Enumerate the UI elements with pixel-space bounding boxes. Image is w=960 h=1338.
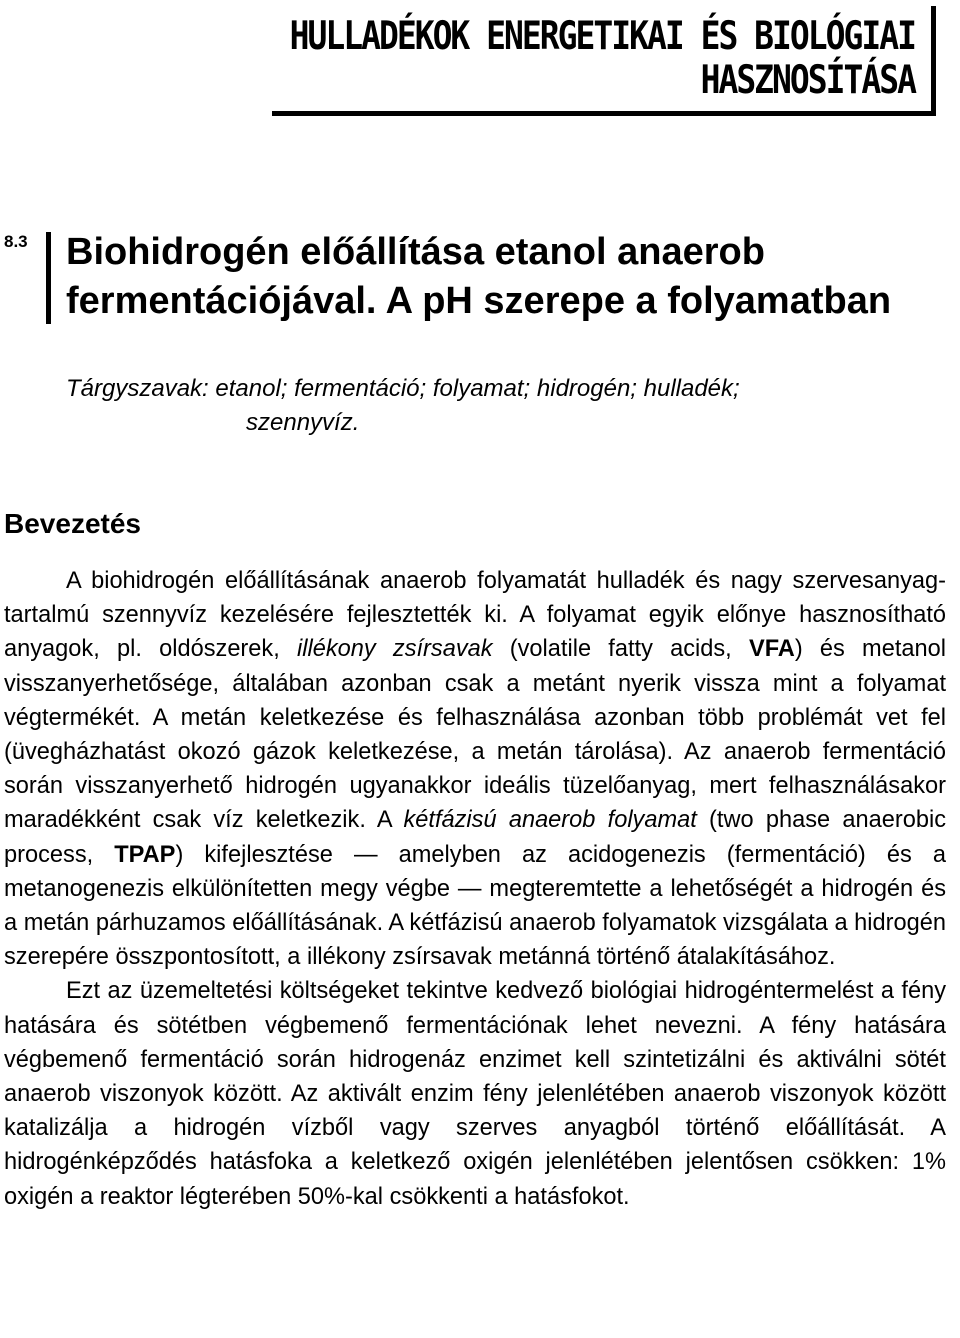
text-run: (volatile fatty acids,: [492, 636, 749, 663]
text-run: ) kifejlesztése — amelyben az acidogenezis (fermentáció) és a metanogenezis elkülönítetten megy végbe — megteremtette a lehetőségét a hidrogén és a metán párhuzamos előállításának. A kétfázisú anaerob folyamatok vizsgálata a hidrogén szerepére összpontosított, a illékony zsírsavak metánná történő átalakításához.: [4, 841, 946, 971]
running-header-line1: HULLADÉKOK ENERGETIKAI ÉS BIOLÓGIAI: [289, 12, 915, 59]
section-title-line1: Biohidrogén előállítása etanol anaerob: [66, 231, 765, 273]
introduction-paragraph-1: [4, 564, 946, 974]
introduction-heading: Bevezetés: [4, 508, 141, 539]
section-divider-bar: [46, 232, 51, 324]
term-volatile-fatty-acids: illékony zsírsavak: [297, 636, 493, 663]
section-title: [66, 228, 956, 326]
introduction-paragraph-2: Ezt az üzemeltetési költségeket tekintve kedvező biológiai hidrogéntermelést a fény hatására és sötétben végbemenő fermentációnak lehet nevezni. A fény hatására végbemenő fermentáció során hidrogenáz enzimet kell szintetizálni és aktiválni sötét anaerob viszonyok között. Az aktivált enzim fény jelenlétében anaerob viszonyok között katalizálja a hidrogén vízből vagy szerves anyagból történő előállítását. A hidrogénképződés hatásfoka a keletkező oxigén jelenlétében jelentősen csökken: 1% oxigén a reaktor légterében 50%-kal csökkenti a hatásfokot.: [4, 978, 946, 1210]
introduction-body: [4, 564, 946, 1214]
keywords-label: Tárgyszavak:: [66, 375, 209, 402]
abbr-tpap: TPAP: [114, 841, 176, 868]
running-header-line2: HASZNOSÍTÁSA: [700, 56, 915, 103]
section-title-line2: fermentációjával. A pH szerepe a folyamatban: [66, 280, 892, 322]
abbr-vfa: VFA: [748, 636, 795, 663]
text-run: A biohidrogén előállításának anaerob folyamatát hulladék és nagy szervesanyag-tartalmú szennyvíz kezelésére fejlesztették ki. A folyamat egyik előnye hasznosítható anyagok, pl. oldószerek,: [4, 568, 946, 663]
keywords-terms-line2: szennyvíz.: [246, 409, 360, 436]
term-two-phase-process: kétfázisú anaerob folyamat: [403, 807, 697, 834]
section-number: 8.3: [4, 232, 28, 251]
keywords: [66, 372, 946, 440]
running-header: [272, 6, 936, 116]
keywords-terms-line1: etanol; fermentáció; folyamat; hidrogén; hulladék;: [215, 375, 740, 402]
text-run: ) és metanol visszanyerhetősége, általában azonban csak a metánt nyerik vissza mint a folyamat végtermékét. A metán keletkezése és felhasználása azonban több problémát vet fel (üvegházhatást okozó gázok keletkezése, a metán tárolása). Az anaerob fermentáció során visszanyerhető hidrogén ugyanakkor ideális tüzelőanyag, mert felhasználásakor maradékként csak víz keletkezik. A: [4, 636, 946, 834]
text-run: (two phase anaerobic process,: [4, 807, 946, 868]
